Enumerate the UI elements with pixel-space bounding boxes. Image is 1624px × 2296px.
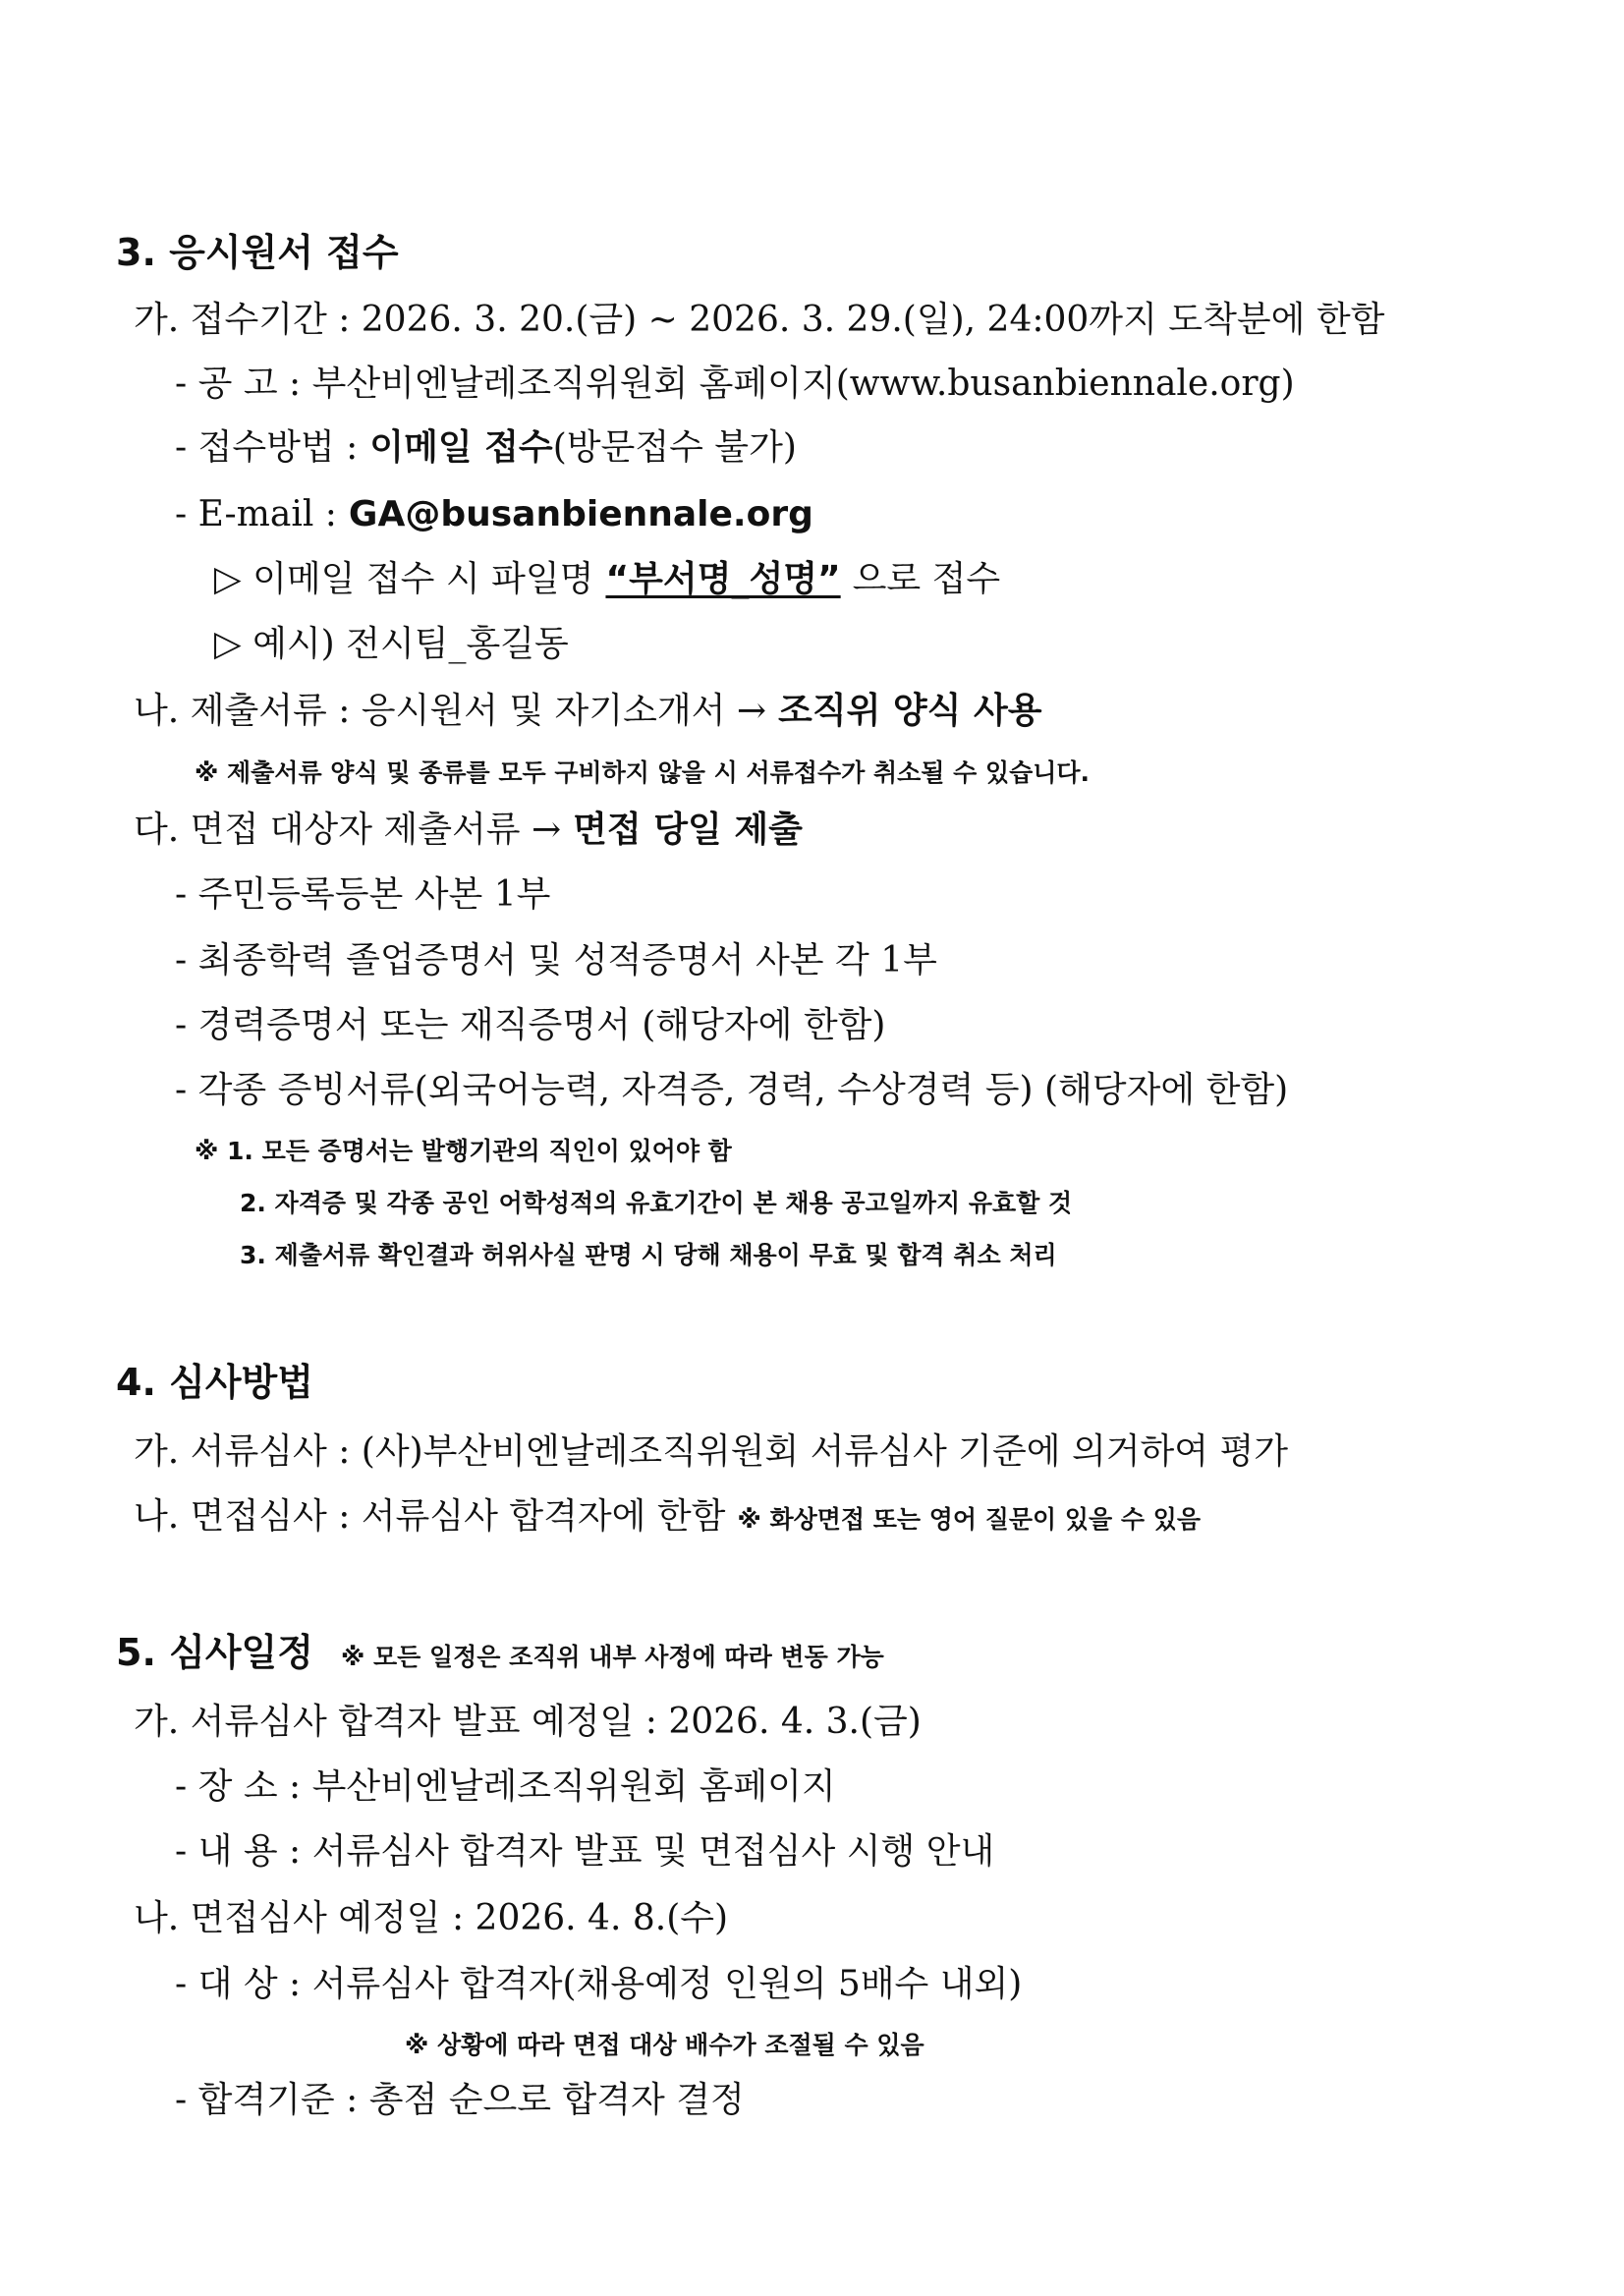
filename-example: ▷ 예시) 전시팀_홍길동 [214,624,569,664]
doc-note-3: 3. 제출서류 확인결과 허위사실 판명 시 당해 채용이 무효 및 합격 취소 처리 [240,1241,1057,1269]
reception-method-label: - 접수방법 : [175,427,359,468]
interview-documents-label: 다. 면접 대상자 제출서류 → [134,810,562,850]
doc-item-education: - 최종학력 졸업증명서 및 성적증명서 사본 각 1부 [175,940,937,980]
doc-note-2: 2. 자격증 및 각종 공인 어학성적의 유효기간이 본 채용 공고일까지 유효할 것 [240,1189,1073,1217]
interview-target-note: ※ 상황에 따라 면접 대상 배수가 조절될 수 있음 [405,2031,924,2059]
submission-warning: ※ 제출서류 양식 및 종류를 모두 구비하지 않을 시 서류접수가 취소될 수 있습니다. [195,758,1091,787]
submission-documents [134,691,1042,731]
reception-period: 가. 접수기간 : 2026. 3. 20.(금) ~ 2026. 3. 29.(일), 24:00까지 도착분에 한함 [134,300,1385,340]
interview-documents [134,812,803,848]
schedule-change-note: ※ 모든 일정은 조직위 내부 사정에 따라 변동 가능 [340,1643,884,1671]
announcement-content: - 내 용 : 서류심사 합격자 발표 및 면접심사 시행 안내 [175,1831,995,1872]
section-5-heading-row [116,1631,884,1674]
interview-screening [134,1496,1202,1537]
doc-item-evidence: - 각종 증빙서류(외국어능력, 자격증, 경력, 수상경력 등) (해당자에 한함) [175,1070,1289,1110]
doc-note-1: ※ 1. 모든 증명서는 발행기관의 직인이 있어야 함 [195,1137,732,1165]
reception-method-suffix: (방문접수 불가) [552,427,797,468]
section-4-heading: 4. 심사방법 [116,1361,313,1404]
section-5-heading: 5. 심사일정 [116,1631,313,1674]
email-line [175,494,813,534]
notice-line: - 공 고 : 부산비엔날레조직위원회 홈페이지(www.busanbiennale.org) [175,364,1295,404]
email-label: - E-mail : [175,494,337,534]
filename-rule-label: ▷ 이메일 접수 시 파일명 [214,559,594,599]
announcement-place: - 장 소 : 부산비엔날레조직위원회 홈페이지 [175,1766,836,1807]
doc-item-resident-registration: - 주민등록등본 사본 1부 [175,874,551,915]
filename-format: “부서명_성명” [605,559,841,599]
filename-rule-suffix: 으로 접수 [852,559,1001,599]
interview-target: - 대 상 : 서류심사 합격자(채용예정 인원의 5배수 내외) [175,1964,1023,2004]
email-address: GA@busanbiennale.org [348,494,813,534]
interview-date: 나. 면접심사 예정일 : 2026. 4. 8.(수) [134,1898,729,1938]
reception-method [175,427,797,468]
filename-rule [214,559,1001,599]
doc-item-career: - 경력증명서 또는 재직증명서 (해당자에 한함) [175,1005,886,1045]
section-3-heading: 3. 응시원서 접수 [116,231,399,274]
submission-form-note: 조직위 양식 사용 [778,691,1042,731]
interview-screening-label: 나. 면접심사 : 서류심사 합격자에 한함 [134,1496,726,1537]
interview-documents-bold: 면접 당일 제출 [573,810,803,850]
submission-documents-label: 나. 제출서류 : 응시원서 및 자기소개서 → [134,691,767,731]
reception-method-bold: 이메일 접수 [369,427,553,468]
pass-criteria: - 합격기준 : 총점 순으로 합격자 결정 [175,2080,745,2120]
result-announcement-date: 가. 서류심사 합격자 발표 예정일 : 2026. 4. 3.(금) [134,1702,922,1742]
interview-screening-note: ※ 화상면접 또는 영어 질문이 있을 수 있음 [737,1505,1202,1534]
document-screening: 가. 서류심사 : (사)부산비엔날레조직위원회 서류심사 기준에 의거하여 평가 [134,1431,1289,1472]
